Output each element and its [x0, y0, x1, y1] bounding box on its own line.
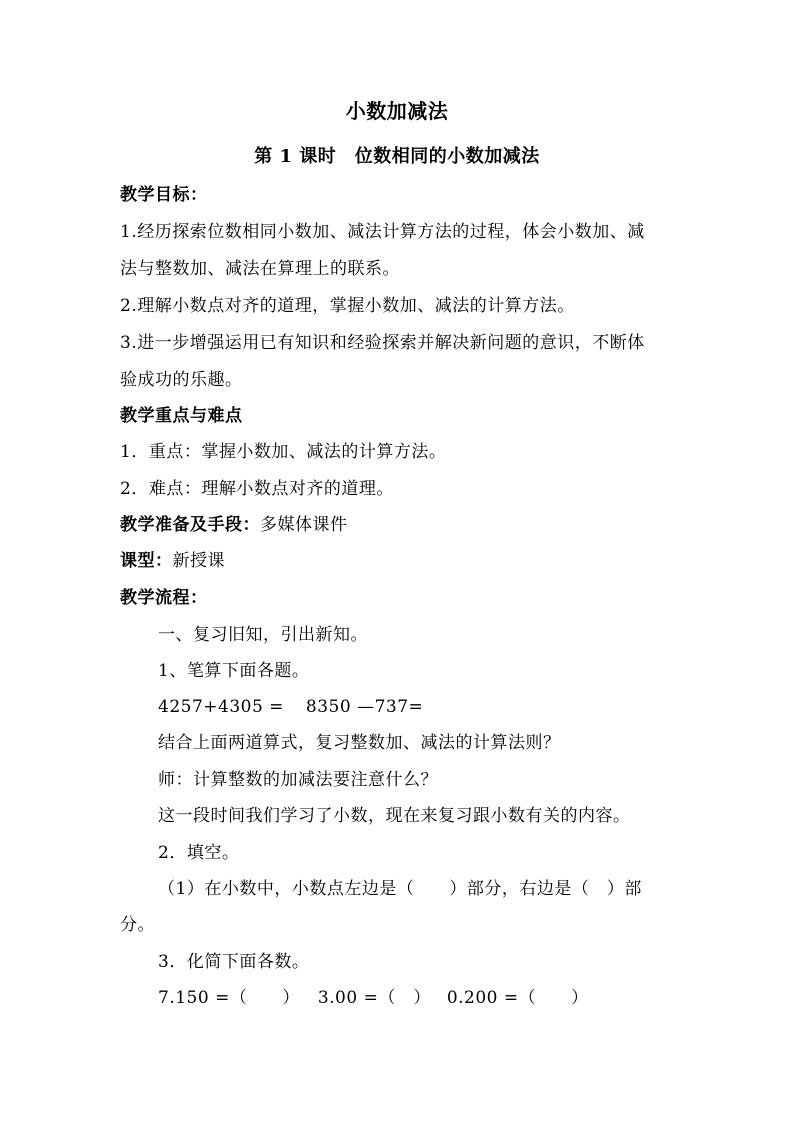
- step-3: 3．化简下面各数。: [158, 952, 310, 972]
- type-row: [120, 551, 225, 571]
- type-label: 课型：: [120, 551, 173, 571]
- objective-2: 2.理解小数点对齐的道理，掌握小数加、减法的计算方法。: [120, 296, 575, 316]
- prep-label: 教学准备及手段：: [120, 515, 260, 535]
- objective-3-line-2: 验成功的乐趣。: [120, 370, 243, 390]
- calc-a: 4257+4305 =: [158, 697, 284, 717]
- calc-row: [158, 697, 423, 717]
- keypoints-heading: 教学重点与难点: [120, 406, 243, 426]
- simplify-c: 0.200 =（ ）: [446, 988, 589, 1008]
- prep-row: [120, 515, 348, 535]
- fill-1-line-1: （1）在小数中，小数点左边是（ ）部分，右边是（ ）部: [158, 879, 642, 899]
- objectives-heading: 教学目标：: [120, 185, 208, 205]
- objective-1-line-2: 法与整数加、减法在算理上的联系。: [120, 259, 400, 279]
- review-question: 结合上面两道算式，复习整数加、减法的计算法则？: [158, 733, 561, 753]
- simplify-row: [158, 988, 589, 1008]
- type-value: 新授课: [172, 551, 225, 571]
- step-2: 2．填空。: [158, 843, 240, 863]
- step-1-1: 1、笔算下面各题。: [158, 661, 310, 681]
- objective-3-line-1: 3.进一步增强运用已有知识和经验探索并解决新问题的意识，不断体: [120, 333, 645, 353]
- lesson-subtitle: 第 1 课时 位数相同的小数加减法: [254, 146, 540, 167]
- process-heading: 教学流程：: [120, 588, 208, 608]
- teacher-question: 师：计算整数的加减法要注意什么？: [158, 770, 438, 790]
- simplify-b: 3.00 =（ ）: [317, 988, 431, 1008]
- simplify-a: 7.150 =（ ）: [158, 988, 300, 1008]
- objective-1-line-1: 1.经历探索位数相同小数加、减法计算方法的过程，体会小数加、减: [120, 222, 645, 242]
- transition-text: 这一段时间我们学习了小数，现在来复习跟小数有关的内容。: [158, 806, 631, 826]
- document-title: 小数加减法: [345, 99, 449, 123]
- keypoint-1: 1．重点：掌握小数加、减法的计算方法。: [120, 442, 447, 462]
- step-1: 一、复习旧知，引出新知。: [158, 625, 368, 645]
- prep-value: 多媒体课件: [260, 515, 348, 535]
- calc-b: 8350 —737=: [305, 697, 424, 717]
- fill-1-line-2: 分。: [120, 915, 155, 935]
- keypoint-2: 2．难点：理解小数点对齐的道理。: [120, 479, 394, 499]
